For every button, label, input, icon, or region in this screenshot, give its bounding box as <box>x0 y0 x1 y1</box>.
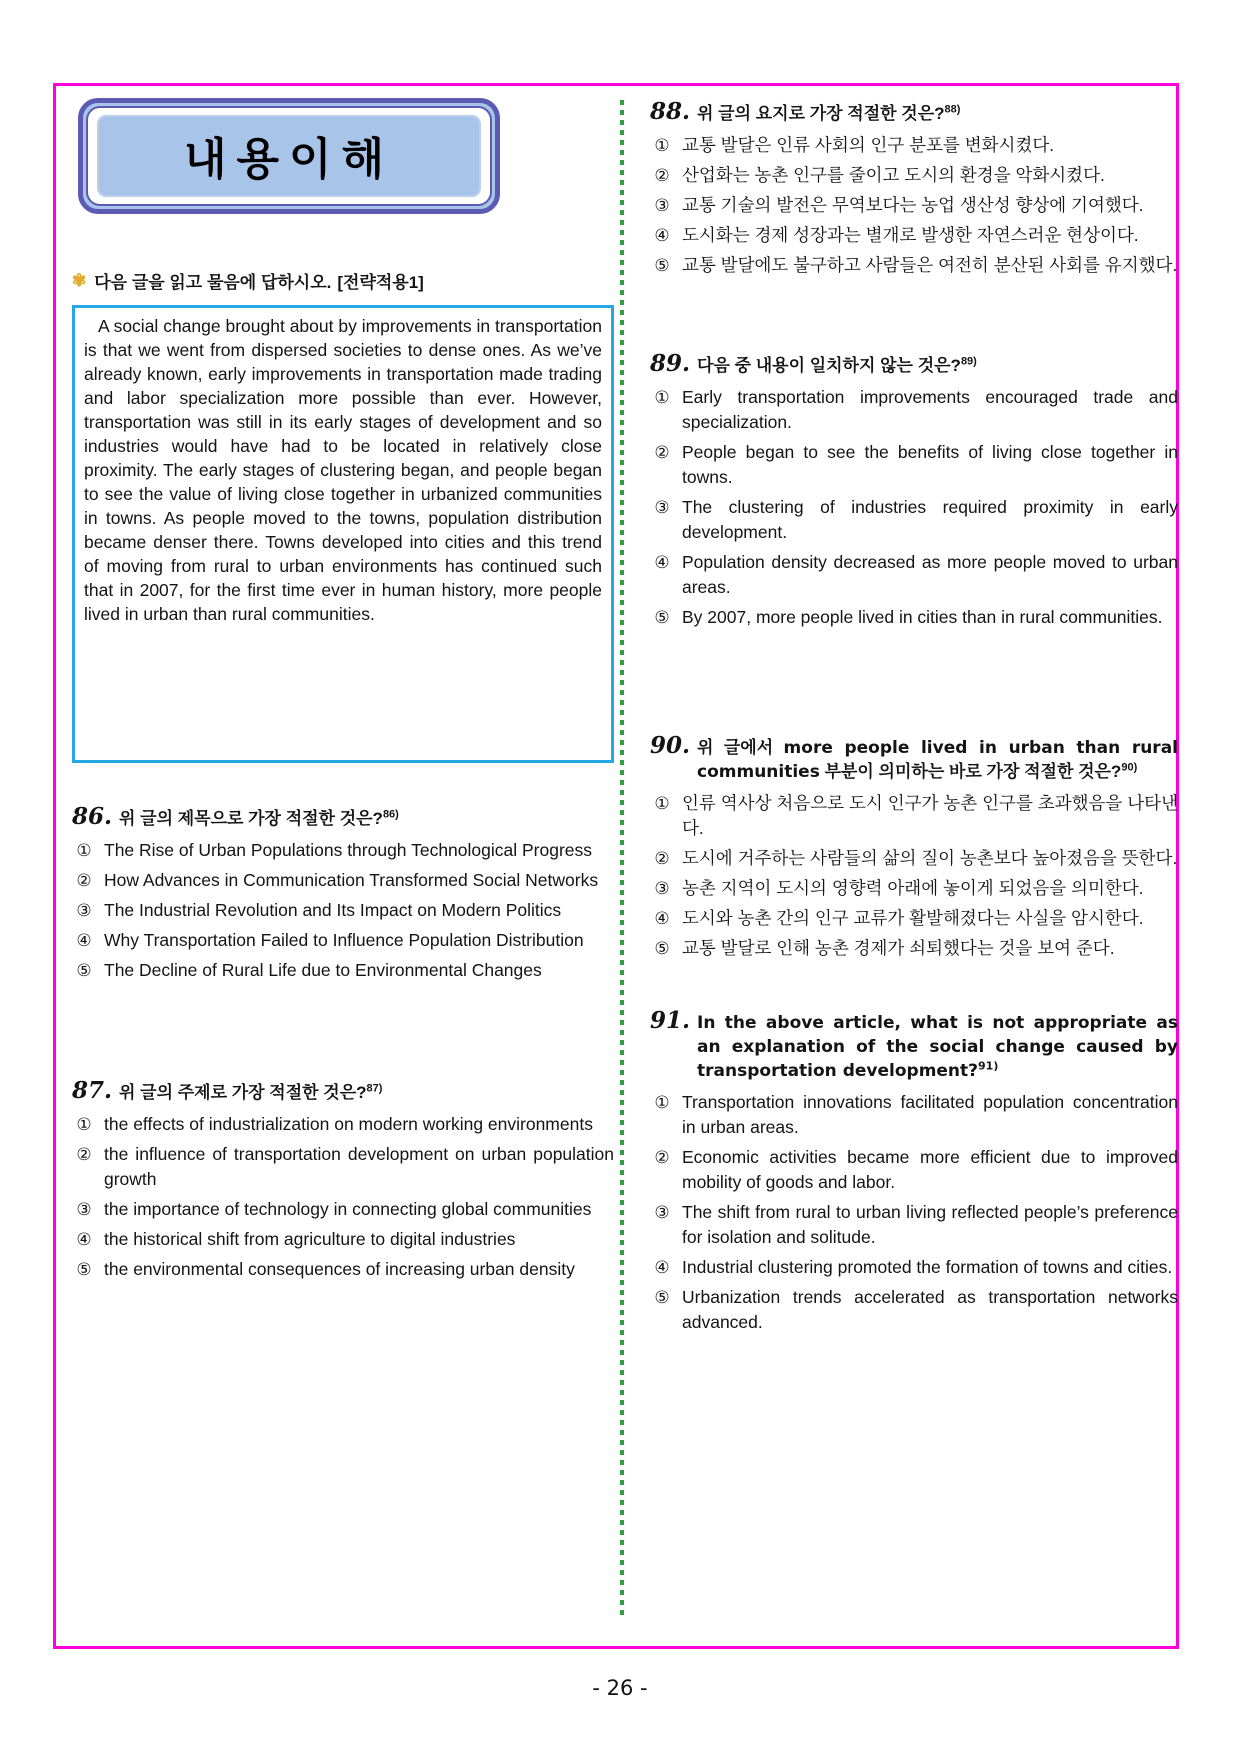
option-text: the historical shift from agriculture to digital industries <box>104 1229 516 1249</box>
question-number: 90. <box>650 732 691 759</box>
option-marker: ⑤ <box>654 256 670 275</box>
question-stem-text: In the above article, what is not appropriate as an explanation of the social change caused by transportation development? <box>697 1013 1178 1081</box>
question-stem-korean: 부분이 의미하는 바로 가장 적절한 것은? <box>819 762 1122 781</box>
option-marker: ⑤ <box>654 1288 670 1307</box>
option-text: Why Transportation Failed to Influence Population Distribution <box>104 930 584 950</box>
option <box>72 868 614 893</box>
question-stem-text: 위 글의 요지로 가장 적절한 것은? <box>697 104 945 123</box>
question-89-head <box>650 352 1178 378</box>
question-stem-text: 다음 중 내용이 일치하지 않는 것은? <box>697 356 961 375</box>
option <box>650 440 1178 490</box>
option-marker: ② <box>654 166 670 185</box>
option-marker: ⑤ <box>76 1260 92 1279</box>
instruction-tag: [전략적용1] <box>337 273 424 292</box>
option-marker: ④ <box>654 909 670 928</box>
question-number: 91. <box>650 1007 691 1034</box>
question-stem <box>119 1079 614 1105</box>
right-column <box>650 100 1178 1340</box>
question-stem <box>697 1009 1178 1083</box>
option <box>650 133 1178 158</box>
option <box>650 253 1178 278</box>
option-marker: ① <box>654 388 670 407</box>
option <box>650 550 1178 600</box>
section-title-banner-mid <box>86 106 492 206</box>
option-marker: ④ <box>654 226 670 245</box>
option <box>650 936 1178 961</box>
option <box>72 1112 614 1137</box>
question-ref: 86) <box>382 808 399 821</box>
option <box>72 928 614 953</box>
question-ref: 90) <box>1121 761 1138 774</box>
instruction-line <box>72 268 614 293</box>
question-stem-text: 위 글의 제목으로 가장 적절한 것은? <box>119 809 383 828</box>
question-89-options <box>650 385 1178 630</box>
section-title: 내용이해 <box>183 135 394 184</box>
column-divider <box>620 100 624 1616</box>
reading-passage-text: A social change brought about by improvements in transportation is that we went from dispersed societies to dense ones. As we’ve already known, early improvements in transportation made trading and labor specialization more possible than ever. However, transportation was still in its early stages of development and so industries would have had to be located in relatively close proximity. The early stages of clustering began, and people began to see the value of living close together in urbanized communities in towns. As people moved to the towns, population distribution became denser there. Towns developed into cities and this trend of moving from rural to urban environments has continued such that in 2007, for the first time ever in human history, more people lived in urban than rural communities. <box>84 316 602 624</box>
option-marker: ③ <box>654 1203 670 1222</box>
question-stem-korean: 위 글에서 <box>697 738 784 757</box>
option-text: Urbanization trends accelerated as transportation networks advanced. <box>682 1287 1178 1332</box>
option-text: Early transportation improvements encouraged trade and specialization. <box>682 387 1178 432</box>
question-stem <box>697 734 1178 784</box>
question-91-head <box>650 1009 1178 1083</box>
question-ref: 91) <box>978 1059 999 1073</box>
option-marker: ④ <box>76 931 92 950</box>
reading-passage-box <box>72 305 614 763</box>
question-stem-english-quote: more people lived in urban than rural communities <box>697 738 1178 782</box>
question-ref: 89) <box>960 355 977 368</box>
option-text: By 2007, more people lived in cities than in rural communities. <box>682 607 1163 627</box>
option-text: Industrial clustering promoted the formation of towns and cities. <box>682 1257 1173 1277</box>
option <box>72 898 614 923</box>
question-ref: 87) <box>366 1082 383 1095</box>
option-marker: ② <box>654 1148 670 1167</box>
page-number: - 26 - <box>592 1676 648 1700</box>
option-marker: ③ <box>76 901 92 920</box>
option <box>650 223 1178 248</box>
question-stem <box>119 805 614 831</box>
question-stem-text: 위 글의 주제로 가장 적절한 것은? <box>119 1083 367 1102</box>
option <box>650 1090 1178 1140</box>
option <box>650 163 1178 188</box>
option <box>650 605 1178 630</box>
question-88-head <box>650 100 1178 126</box>
option-text: 산업화는 농촌 인구를 줄이고 도시의 환경을 악화시켰다. <box>682 165 1105 185</box>
option <box>650 495 1178 545</box>
option <box>650 385 1178 435</box>
option-text: 도시에 거주하는 사람들의 삶의 질이 농촌보다 높아졌음을 뜻한다. <box>682 848 1178 868</box>
question-90-head <box>650 734 1178 784</box>
option-marker: ① <box>654 1093 670 1112</box>
option-text: The Rise of Urban Populations through Technological Progress <box>104 840 593 860</box>
option-text: Transportation innovations facilitated population concentration in urban areas. <box>682 1092 1178 1137</box>
option-marker: ① <box>654 794 670 813</box>
option <box>72 838 614 863</box>
left-column <box>72 98 614 1287</box>
option-marker: ③ <box>76 1200 92 1219</box>
option-text: the environmental consequences of increasing urban density <box>104 1259 575 1279</box>
option-marker: ⑤ <box>76 961 92 980</box>
option <box>650 1255 1178 1280</box>
option-marker: ③ <box>654 498 670 517</box>
option <box>650 791 1178 841</box>
option <box>72 958 614 983</box>
option-text: the importance of technology in connecting global communities <box>104 1199 592 1219</box>
option-text: The Industrial Revolution and Its Impact on Modern Politics <box>104 900 562 920</box>
option-marker: ② <box>76 871 92 890</box>
question-90 <box>650 734 1178 961</box>
option-text: 농촌 지역이 도시의 영향력 아래에 놓이게 되었음을 의미한다. <box>682 878 1144 898</box>
question-86-options <box>72 838 614 983</box>
flower-icon: ✾ <box>72 271 87 290</box>
option-marker: ① <box>654 136 670 155</box>
question-stem <box>697 100 1178 126</box>
option <box>650 1285 1178 1335</box>
question-89 <box>650 352 1178 630</box>
option-text: 교통 발달로 인해 농촌 경제가 쇠퇴했다는 것을 보여 준다. <box>682 938 1115 958</box>
option-marker: ④ <box>654 553 670 572</box>
option <box>650 1145 1178 1195</box>
option-marker: ④ <box>654 1258 670 1277</box>
question-number: 88. <box>650 98 691 125</box>
option-text: the effects of industrialization on modern working environments <box>104 1114 593 1134</box>
option-marker: ② <box>654 443 670 462</box>
option-text: 도시와 농촌 간의 인구 교류가 활발해졌다는 사실을 암시한다. <box>682 908 1144 928</box>
question-number: 86. <box>72 803 113 830</box>
option <box>72 1257 614 1282</box>
option-text: 도시화는 경제 성장과는 별개로 발생한 자연스러운 현상이다. <box>682 225 1139 245</box>
question-number: 89. <box>650 350 691 377</box>
instruction-text: 다음 글을 읽고 물음에 답하시오. <box>94 273 332 292</box>
option-marker: ① <box>76 841 92 860</box>
option-text: 교통 발달은 인류 사회의 인구 분포를 변화시켰다. <box>682 135 1055 155</box>
option-marker: ② <box>654 849 670 868</box>
section-title-banner <box>78 98 500 214</box>
option-text: 인류 역사상 처음으로 도시 인구가 농촌 인구를 초과했음을 나타낸다. <box>682 793 1178 838</box>
option-marker: ① <box>76 1115 92 1134</box>
option-marker: ② <box>76 1145 92 1164</box>
option-text: The Decline of Rural Life due to Environmental Changes <box>104 960 542 980</box>
question-91-options <box>650 1090 1178 1335</box>
option-marker: ③ <box>654 879 670 898</box>
question-88-options <box>650 133 1178 278</box>
question-87 <box>72 1079 614 1282</box>
option-text: Economic activities became more efficient due to improved mobility of goods and labor. <box>682 1147 1178 1192</box>
option <box>650 876 1178 901</box>
question-ref: 88) <box>944 103 961 116</box>
option-text: The shift from rural to urban living reflected people’s preference for isolation and solitude. <box>682 1202 1178 1247</box>
option <box>650 193 1178 218</box>
option <box>650 1200 1178 1250</box>
option-text: 교통 기술의 발전은 무역보다는 농업 생산성 향상에 기여했다. <box>682 195 1144 215</box>
option-text: People began to see the benefits of living close together in towns. <box>682 442 1178 487</box>
question-87-options <box>72 1112 614 1282</box>
option-marker: ⑤ <box>654 939 670 958</box>
option-text: How Advances in Communication Transformed Social Networks <box>104 870 599 890</box>
question-91 <box>650 1009 1178 1335</box>
question-88 <box>650 100 1178 278</box>
option <box>650 846 1178 871</box>
question-86 <box>72 805 614 983</box>
question-86-head <box>72 805 614 831</box>
option <box>650 906 1178 931</box>
option <box>72 1227 614 1252</box>
question-90-options <box>650 791 1178 961</box>
option-marker: ④ <box>76 1230 92 1249</box>
option-marker: ③ <box>654 196 670 215</box>
question-stem <box>697 352 1178 378</box>
option <box>72 1142 614 1192</box>
question-number: 87. <box>72 1077 113 1104</box>
option-text: The clustering of industries required proximity in early development. <box>682 497 1178 542</box>
option <box>72 1197 614 1222</box>
option-marker: ⑤ <box>654 608 670 627</box>
option-text: Population density decreased as more people moved to urban areas. <box>682 552 1178 597</box>
question-87-head <box>72 1079 614 1105</box>
option-text: 교통 발달에도 불구하고 사람들은 여전히 분산된 사회를 유지했다. <box>682 255 1178 275</box>
option-text: the influence of transportation development on urban population growth <box>104 1144 614 1189</box>
section-title-banner-inner <box>97 115 481 197</box>
